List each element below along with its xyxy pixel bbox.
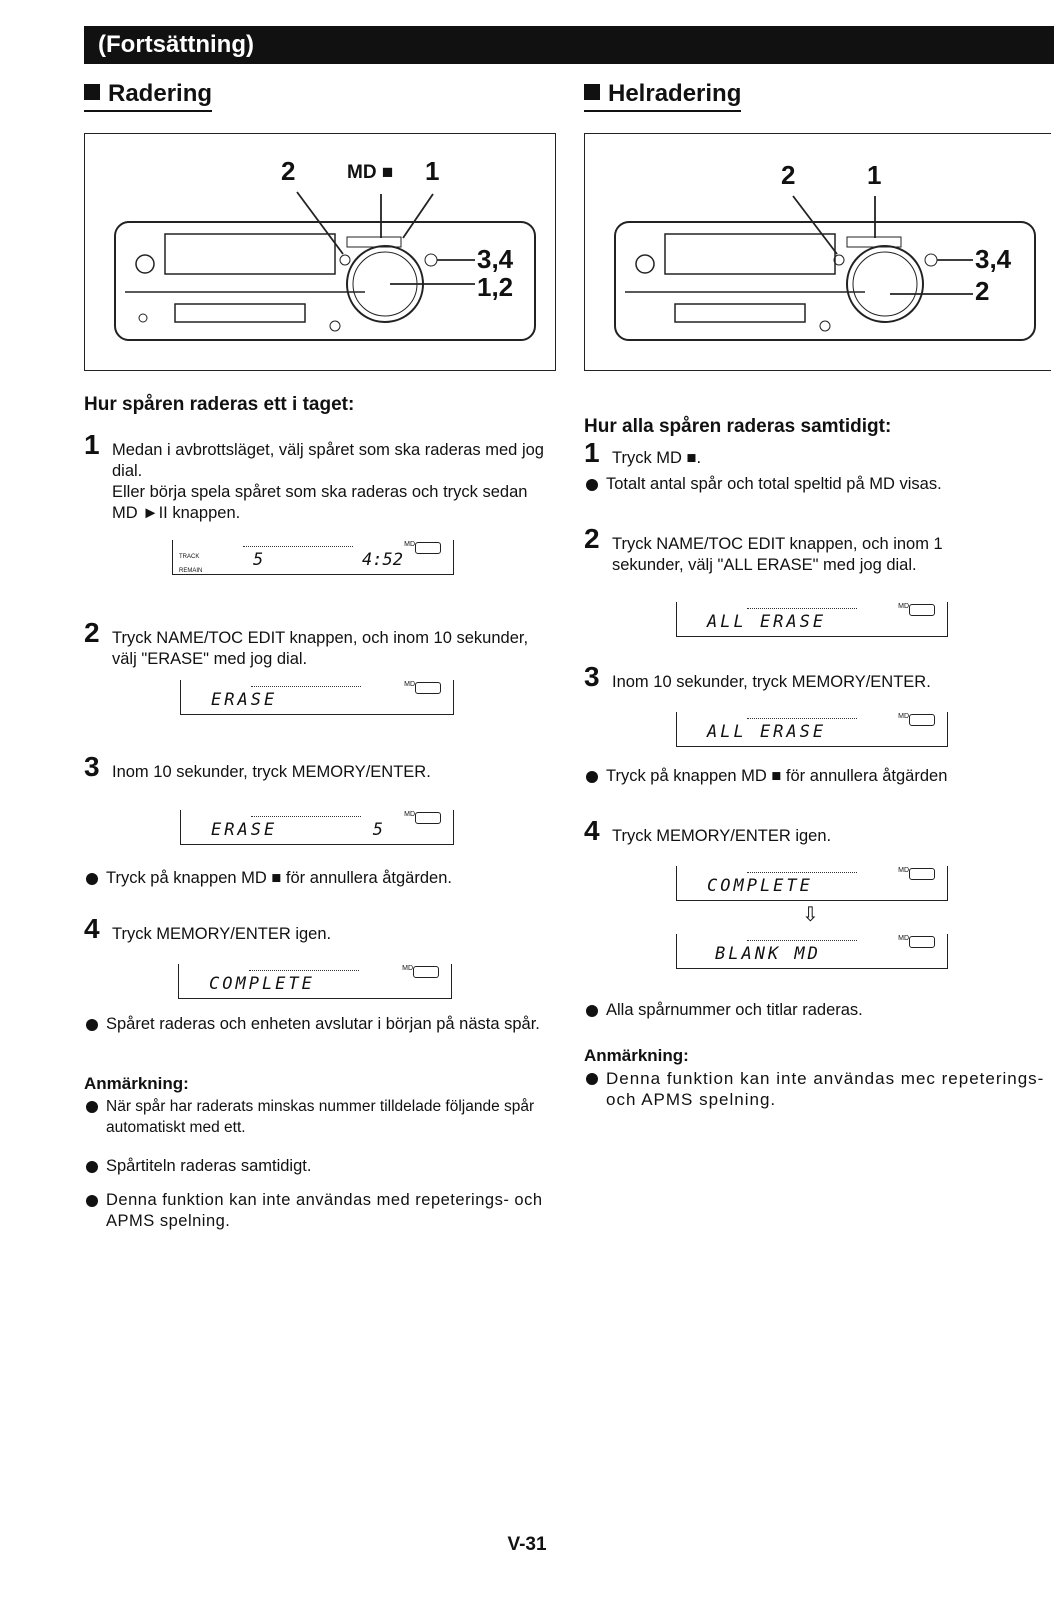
page-number: V-31 bbox=[507, 1534, 547, 1555]
callout-1: 1 bbox=[425, 156, 440, 186]
right-bullet-cancel: Tryck på knappen MD ■ för annullera åtgärden bbox=[584, 766, 1054, 787]
lcd-blank-md: MD BLANK MD bbox=[676, 934, 948, 969]
callout-2: 2 bbox=[781, 160, 796, 190]
md-badge-icon bbox=[909, 604, 935, 616]
callout-1: 1 bbox=[867, 160, 882, 190]
subhead-left: Hur spåren raderas ett i taget: bbox=[84, 394, 355, 415]
lcd-track-time: TRACK REMAIN MD 5 4:52 bbox=[172, 540, 454, 575]
left-step-2: 2 Tryck NAME/TOC EDIT knappen, och inom 10 sekunder, välj "ERASE" med jog dial. bbox=[84, 617, 529, 668]
square-bullet-icon bbox=[584, 84, 600, 100]
square-bullet-icon bbox=[84, 84, 100, 100]
left-step-1: 1 Medan i avbrottsläget, välj spåret som ska raderas med jog dial. Eller börja spela spåret som ska raderas och tryck sedan MD ►II knappen. bbox=[84, 429, 544, 522]
subhead-right: Hur alla spåren raderas samtidigt: bbox=[584, 416, 892, 437]
callout-md: MD ■ bbox=[347, 162, 394, 183]
callout-34: 3,4 bbox=[477, 244, 514, 274]
md-badge-icon bbox=[413, 966, 439, 978]
right-step-2: 2 Tryck NAME/TOC EDIT knappen, och inom 1 sekunder, välj "ALL ERASE" med jog dial. bbox=[584, 523, 943, 574]
device-illustration-right bbox=[584, 133, 1051, 371]
md-badge-icon bbox=[415, 682, 441, 694]
right-column bbox=[584, 80, 1054, 112]
callout-2b: 2 bbox=[975, 276, 990, 306]
md-badge-icon bbox=[909, 936, 935, 948]
lcd-erase: MD ERASE bbox=[180, 680, 454, 715]
lcd-all-erase-blink: MD ALL ERASE bbox=[676, 712, 948, 747]
md-badge-icon bbox=[415, 812, 441, 824]
md-badge-icon bbox=[909, 868, 935, 880]
right-step-3: 3 Inom 10 sekunder, tryck MEMORY/ENTER. bbox=[584, 661, 931, 692]
left-note-3: Denna funktion kan inte användas med repeterings- och APMS spelning. bbox=[84, 1190, 576, 1232]
lcd-complete: MD COMPLETE bbox=[178, 964, 452, 999]
left-note-title: Anmärkning: bbox=[84, 1074, 189, 1093]
left-note-1: När spår har raderats minskas nummer tilldelade följande spår automatiskt med ett. bbox=[84, 1096, 576, 1138]
lcd-erase-5: MD ERASE 5 bbox=[180, 810, 454, 845]
right-note-1: Denna funktion kan inte användas mec repeterings- och APMS spelning. bbox=[584, 1068, 1054, 1110]
callout-12: 1,2 bbox=[477, 272, 514, 302]
section-title-helradering: Helradering bbox=[584, 80, 741, 112]
left-bullet-cancel: Tryck på knappen MD ■ för annullera åtgärden. bbox=[84, 868, 576, 889]
lcd-all-erase: MD ALL ERASE bbox=[676, 602, 948, 637]
right-bullet-1: Totalt antal spår och total speltid på MD visas. bbox=[584, 474, 1054, 495]
right-step-4: 4 Tryck MEMORY/ENTER igen. bbox=[584, 815, 832, 846]
left-column bbox=[84, 80, 554, 112]
left-step-4: 4 Tryck MEMORY/ENTER igen. bbox=[84, 913, 332, 944]
left-note-2: Spårtiteln raderas samtidigt. bbox=[84, 1156, 576, 1177]
right-note-title: Anmärkning: bbox=[584, 1046, 689, 1065]
callout-34: 3,4 bbox=[975, 244, 1012, 274]
page-header: (Fortsättning) bbox=[84, 26, 1054, 64]
left-bullet-result: Spåret raderas och enheten avslutar i början på nästa spår. bbox=[84, 1014, 576, 1035]
right-bullet-result: Alla spårnummer och titlar raderas. bbox=[584, 1000, 1054, 1021]
md-badge-icon bbox=[415, 542, 441, 554]
md-badge-icon bbox=[909, 714, 935, 726]
section-title-radering: Radering bbox=[84, 80, 212, 112]
device-illustration-left bbox=[84, 133, 556, 371]
right-step-1: 1 Tryck MD ■. bbox=[584, 437, 702, 468]
down-arrow-icon: ⇩ bbox=[802, 904, 819, 926]
callout-2: 2 bbox=[281, 156, 296, 186]
lcd-complete-right: MD COMPLETE bbox=[676, 866, 948, 901]
left-step-3: 3 Inom 10 sekunder, tryck MEMORY/ENTER. bbox=[84, 751, 431, 782]
